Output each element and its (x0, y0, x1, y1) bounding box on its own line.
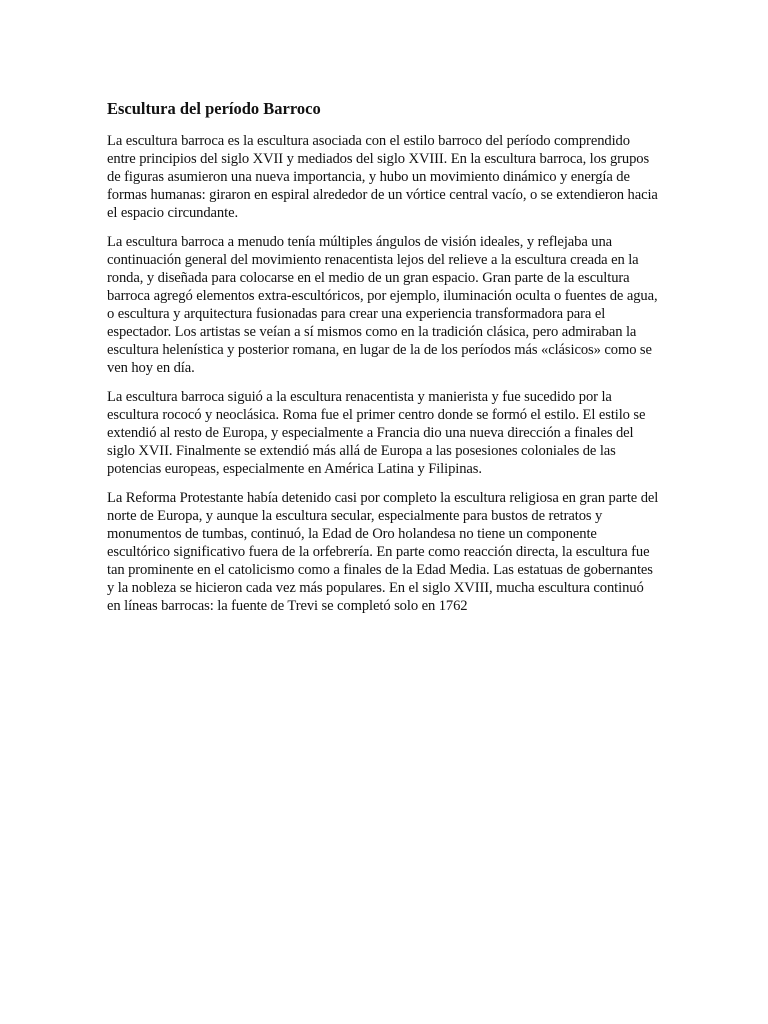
paragraph-2: La escultura barroca a menudo tenía múltiples ángulos de visión ideales, y reflejaba una continuación general del movimiento renacentista lejos del relieve a la escultura creada en la ronda, y diseñada para colocarse en el medio de un gran espacio. Gran parte de la escultura barroca agregó elementos extra-escultóricos, por ejemplo, iluminación oculta o fuentes de agua, o escultura y arquitectura fusionadas para crear una experiencia transformadora para el espectador. Los artistas se veían a sí mismos como en la tradición clásica, pero admiraban la escultura helenística y posterior romana, en lugar de la de los períodos más «clásicos» como se ven hoy en día. (107, 234, 658, 376)
document-title: Escultura del período Barroco (107, 99, 321, 118)
paragraph-3: La escultura barroca siguió a la escultura renacentista y manierista y fue sucedido por la escultura rococó y neoclásica. Roma fue el primer centro donde se formó el estilo. El estilo se extendió al resto de Europa, y especialmente a Francia dio una nueva dirección a finales del siglo XVII. Finalmente se extendió más allá de Europa a las posesiones coloniales de las potencias europeas, especialmente en América Latina y Filipinas. (107, 389, 646, 477)
paragraph-1: La escultura barroca es la escultura asociada con el estilo barroco del período comprendido entre principios del siglo XVII y mediados del siglo XVIII. En la escultura barroca, los grupos de figuras asumieron una nueva importancia, y hubo un movimiento dinámico y energía de formas humanas: giraron en espiral alrededor de un vórtice central vacío, o se extendieron hacia el espacio circundante. (107, 133, 658, 221)
document-page (107, 99, 659, 626)
paragraph-4: La Reforma Protestante había detenido casi por completo la escultura religiosa en gran parte del norte de Europa, y aunque la escultura secular, especialmente para bustos de retratos y monumentos de tumbas, continuó, la Edad de Oro holandesa no tiene un componente escultórico significativo fuera de la orfebrería. En parte como reacción directa, la escultura fue tan prominente en el catolicismo como a finales de la Edad Media. Las estatuas de gobernantes y la nobleza se hicieron cada vez más populares. En el siglo XVIII, mucha escultura continuó en líneas barrocas: la fuente de Trevi se completó solo en 1762 (107, 490, 659, 614)
